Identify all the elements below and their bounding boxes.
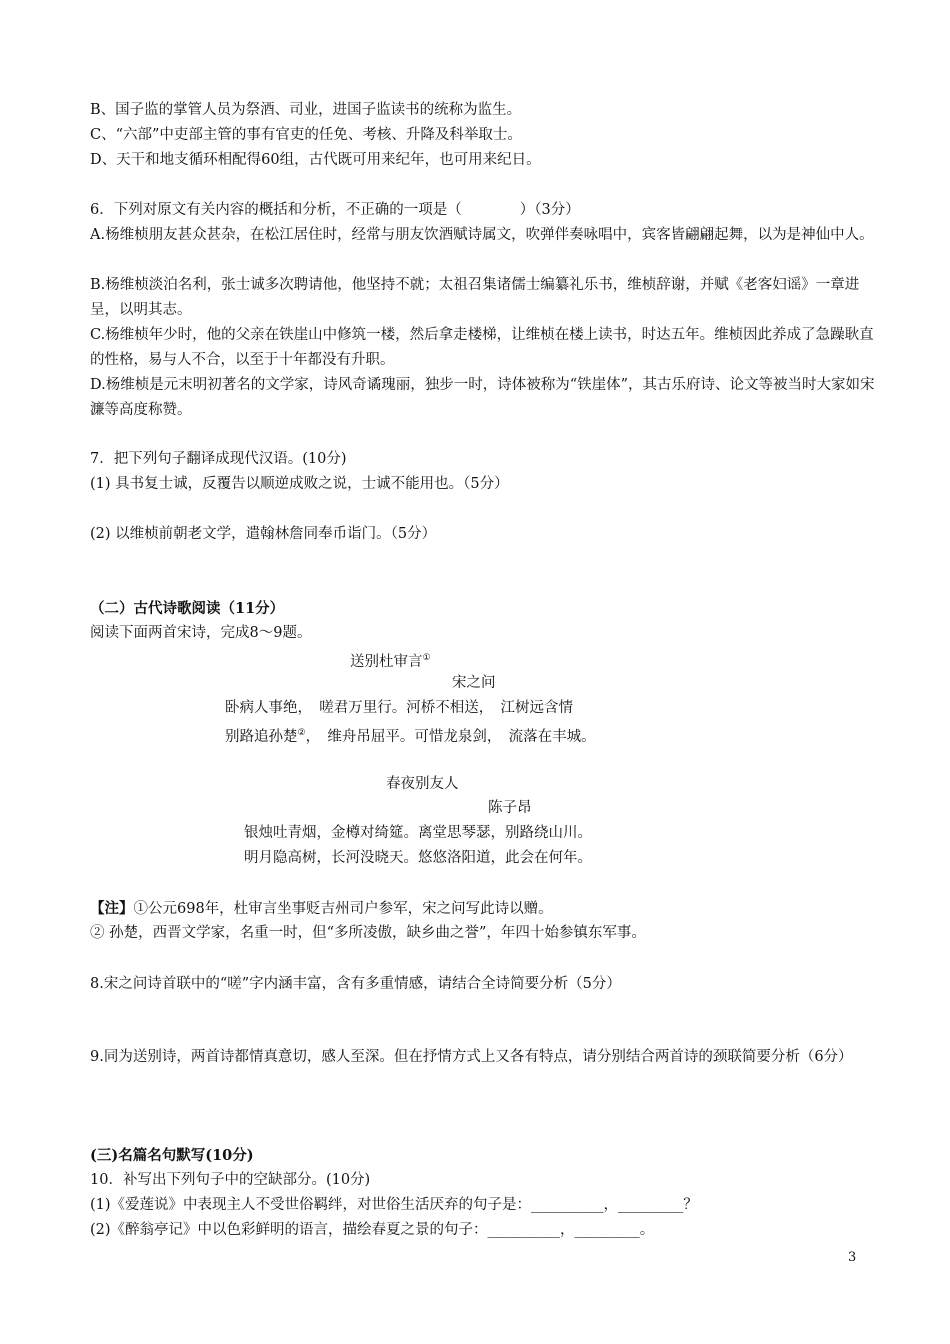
q7-sentence-2: (2) 以维桢前朝老文学，遣翰林詹同奉币诣门。（5分） [90,526,437,542]
q8-stem: 8.宋之问诗首联中的“嗟”字内涵丰富，含有多重情感，请结合全诗简要分析（5分） [90,976,621,992]
poem2-author: 陈子昂 [488,800,532,816]
note-2: ② 孙楚，西晋文学家，名重一时，但“多所凌傲，缺乡曲之誉”，年四十始参镇东军事。 [90,925,646,941]
poem2-line-2: 明月隐高树，长河没晓天。悠悠洛阳道，此会在何年。 [244,850,592,866]
section2-intro: 阅读下面两首宋诗，完成8～9题。 [90,625,312,641]
note-label: 【注】 [90,900,134,917]
section3-heading: (三)名篇名句默写(10分) [90,1147,254,1164]
page-number: 3 [848,1250,857,1265]
q10-sentence-1: (1)《爱莲说》中表现主人不受世俗羁绊，对世俗生活厌弃的句子是：__________，_________？ [90,1197,698,1213]
poem1-line-1: 卧病人事绝， 嗟君万里行。河桥不相送， 江树远含情 [225,700,573,716]
q5-option-b: B、国子监的掌管人员为祭酒、司业，进国子监读书的统称为监生。 [90,102,522,118]
q6-option-a: A.杨维桢朋友甚众甚杂，在松江居住时，经常与朋友饮酒赋诗属文，吹弹伴奏咏唱中，宾客皆翩翩起舞，以为是神仙中人。 [90,227,874,243]
q7-sentence-1: (1) 具书复士诚，反覆告以顺逆成败之说，士诚不能用也。（5分） [90,476,509,492]
poem2-line-1: 银烛吐青烟，金樽对绮筵。离堂思琴瑟，别路绕山川。 [244,825,592,841]
section2-heading: （二）古代诗歌阅读（11分） [90,600,285,617]
q6-option-d: D.杨维桢是元末明初著名的文学家，诗风奇谲瑰丽，独步一时，诗体被称为“铁崖体”，其古乐府诗、论文等被当时大家如宋濂等高度称赞。 [90,377,875,418]
poem1-title: 送别杜审言① [350,653,431,670]
q6-option-b: B.杨维桢淡泊名利，张士诚多次聘请他，他坚持不就；太祖召集诸儒士编纂礼乐书，维桢辞谢，并赋《老客妇谣》一章进呈，以明其志。 [90,277,860,318]
q10-stem: 10．补写出下列句子中的空缺部分。(10分) [90,1172,371,1188]
note-mark-2: ② [297,728,306,738]
q6-option-c: C.杨维桢年少时，他的父亲在铁崖山中修筑一楼，然后拿走楼梯，让维桢在楼上读书，时达五年。维桢因此养成了急躁耿直的性格，易与人不合，以至于十年都没有升职。 [90,327,874,368]
q7-stem: 7．把下列句子翻译成现代汉语。(10分) [90,451,347,467]
note-mark-1: ① [422,653,431,663]
poem1-author: 宋之问 [452,675,496,691]
q6-stem: 6．下列对原文有关内容的概括和分析，不正确的一项是（ ）（3分） [90,202,580,218]
q5-option-d: D、天干和地支循环相配得60组，古代既可用来纪年，也可用来纪日。 [90,152,541,168]
poem2-title: 春夜别友人 [386,776,459,792]
poem1-line-2: 别路追孙楚②， 维舟吊屈平。可惜龙泉剑， 流落在丰城。 [225,728,596,745]
q10-sentence-2: (2)《醉翁亭记》中以色彩鲜明的语言，描绘春夏之景的句子：__________，_________。 [90,1222,655,1238]
q5-option-c: C、“六部”中吏部主管的事有官吏的任免、考核、升降及科举取士。 [90,127,522,143]
note-1: 【注】①公元698年，杜审言坐事贬吉州司户参军，宋之问写此诗以赠。 [90,900,553,917]
q9-stem: 9.同为送别诗，两首诗都情真意切，感人至深。但在抒情方式上又各有特点，请分别结合两首诗的颈联简要分析（6分） [90,1049,853,1065]
